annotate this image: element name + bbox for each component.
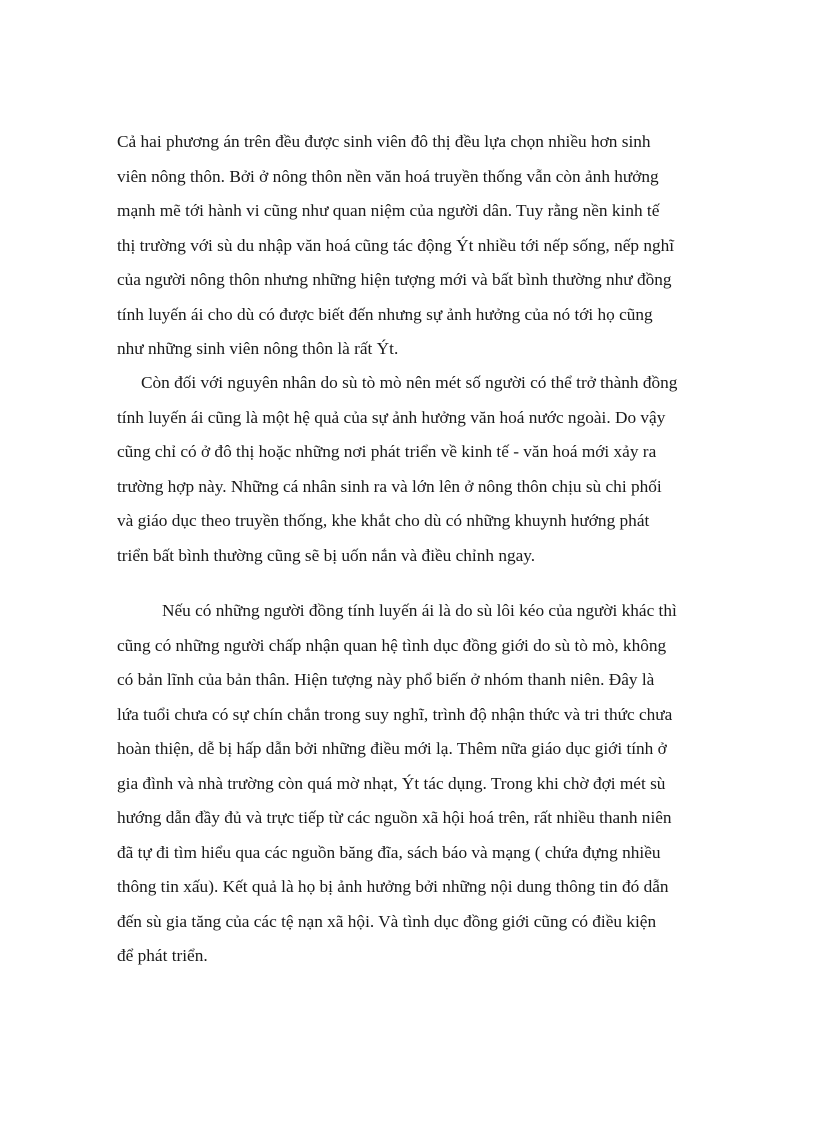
- text-line: của người nông thôn nhưng những hiện tượng mới và bất bình thường như đồng: [117, 270, 672, 289]
- text-line: để phát triển.: [117, 946, 208, 965]
- text-line: mạnh mẽ tới hành vi cũng như quan niệm của người dân. Tuy rằng nền kinh tế: [117, 201, 660, 220]
- text-line: thông tin xấu). Kết quả là họ bị ảnh hưởng bởi những nội dung thông tin đó dẫn: [117, 877, 669, 896]
- text-line: thị trường với sù du nhập văn hoá cũng tác động Ýt nhiều tới nếp sống, nếp nghĩ: [117, 235, 675, 255]
- text-line: có bản lĩnh của bản thân. Hiện tượng này phổ biến ở nhóm thanh niên. Đây là: [117, 670, 655, 689]
- text-line: viên nông thôn. Bởi ở nông thôn nền văn hoá truyền thống vẫn còn ảnh hưởng: [117, 166, 659, 186]
- text-line: tính luyến ái cũng là một hệ quả của sự ảnh hưởng văn hoá nước ngoài. Do vậy: [117, 407, 666, 427]
- text-line: Nếu có những người đồng tính luyến ái là do sù lôi kéo của người khác thì: [162, 601, 677, 620]
- text-line: và giáo dục theo truyền thống, khe khắt cho dù có những khuynh hướng phát: [117, 511, 650, 530]
- text-line: triển bất bình thường cũng sẽ bị uốn nắn và điều chỉnh ngay.: [117, 545, 536, 565]
- text-line: gia đình và nhà trường còn quá mờ nhạt, Ýt tác dụng. Trong khi chờ đợi mét sù: [117, 773, 666, 793]
- text-line: tính luyến ái cho dù có được biết đến nhưng sự ảnh hưởng của nó tới họ cũng: [117, 304, 653, 324]
- paragraph-2: [117, 366, 727, 573]
- text-line: Cả hai phương án trên đều được sinh viên đô thị đều lựa chọn nhiều hơn sinh: [117, 132, 651, 151]
- text-line: đến sù gia tăng của các tệ nạn xã hội. Và tình dục đồng giới cũng có điều kiện: [117, 911, 657, 931]
- paragraph-1: [117, 125, 727, 367]
- text-line: lứa tuổi chưa có sự chín chắn trong suy nghĩ, trình độ nhận thức và tri thức chưa: [117, 704, 673, 724]
- paragraph-3: [117, 594, 727, 974]
- text-line: hoàn thiện, dễ bị hấp dẫn bởi những điều mới lạ. Thêm nữa giáo dục giới tính ở: [117, 739, 667, 758]
- text-line: trường hợp này. Những cá nhân sinh ra và lớn lên ở nông thôn chịu sù chi phối: [117, 476, 662, 496]
- text-line: cũng có những người chấp nhận quan hệ tình dục đồng giới do sù tò mò, không: [117, 635, 667, 655]
- text-line: đã tự đi tìm hiểu qua các nguồn băng đĩa, sách báo và mạng ( chứa đựng nhiều: [117, 842, 661, 862]
- text-line: Còn đối với nguyên nhân do sù tò mò nên mét số người có thể trở thành đồng: [141, 373, 678, 392]
- text-line: hướng dẫn đầy đủ và trực tiếp từ các nguồn xã hội hoá trên, rất nhiều thanh niên: [117, 808, 672, 827]
- text-line: cũng chỉ có ở đô thị hoặc những nơi phát triển về kinh tế - văn hoá mới xảy ra: [117, 442, 657, 461]
- text-line: như những sinh viên nông thôn là rất Ýt.: [117, 339, 399, 358]
